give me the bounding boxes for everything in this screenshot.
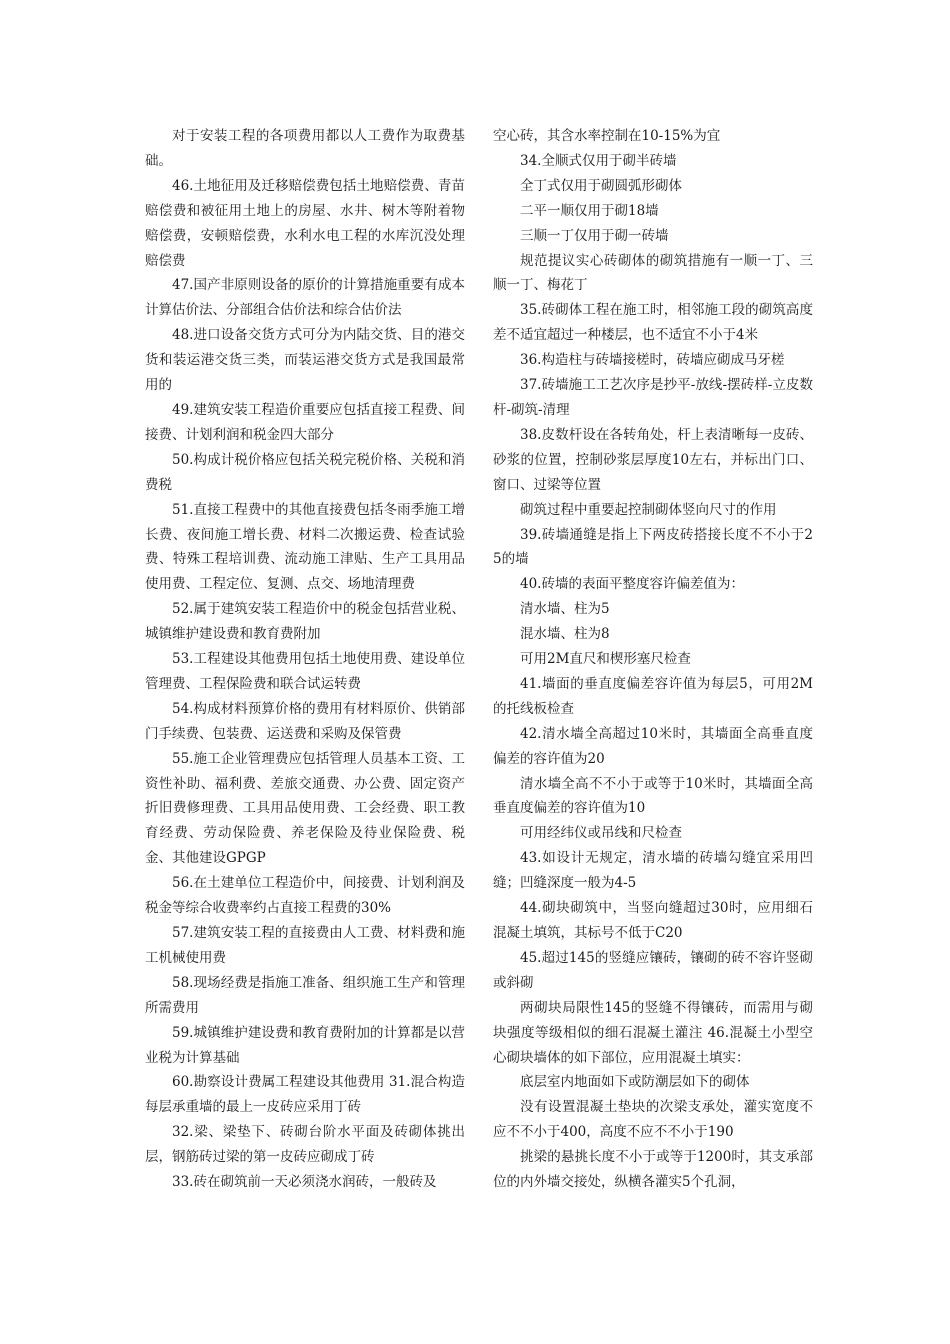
paragraph: 全丁式仅用于砌圆弧形砌体: [520, 177, 682, 194]
paragraph: 二平一顺仅用于砌18墙: [520, 202, 659, 219]
paragraph: 47.国产非原则设备的原价的计算措施重要有成本计算估价法、分部组合估价法和综合估价法: [145, 277, 465, 319]
paragraph: 底层室内地面如下或防潮层如下的砌体: [520, 1074, 750, 1091]
paragraph: 清水墙、柱为5: [520, 601, 610, 618]
paragraph: 可用2M直尺和楔形塞尺检查: [520, 651, 691, 668]
paragraph: 44.砌块砌筑中，当竖向缝超过30时，应用细石混凝土填筑，其标号不低于C20: [493, 900, 813, 941]
paragraph: 35.砖砌体工程在施工时，相邻施工段的砌筑高度差不适宜超过一种楼层，也不适宜不小于4米: [493, 302, 813, 344]
paragraph: 56.在土建单位工程造价中，间接费、计划利润及税金等综合收费率约占直接工程费的30%: [145, 875, 465, 917]
paragraph: 挑梁的悬挑长度不小于或等于1200时，其支承部位的内外墙交接处，纵横各灌实5个孔洞，: [493, 1149, 813, 1191]
paragraph: 43.如设计无规定，清水墙的砖墙勾缝宜采用凹缝；凹缝深度一般为4-5: [493, 850, 813, 892]
paragraph: 没有设置混凝土垫块的次梁支承处，灌实宽度不应不不小于400，高度不应不不小于190: [493, 1099, 813, 1141]
paragraph: 40.砖墙的表面平整度容许偏差值为：: [520, 576, 744, 593]
paragraph: 39.砖墙通缝是指上下两皮砖搭接长度不不小于25的墙: [493, 526, 813, 568]
paragraph: 46.土地征用及迁移赔偿费包括土地赔偿费、青苗赔偿费和被征用土地上的房屋、水井、树木等附着物赔偿费，安顿赔偿费，水利水电工程的水库沉没处理赔偿费: [145, 177, 465, 269]
paragraph: 50.构成计税价格应包括关税完税价格、关税和消费税: [145, 451, 465, 493]
paragraph: 42.清水墙全高超过10米时，其墙面全高垂直度偏差的容许值为20: [493, 725, 813, 767]
paragraph: 混水墙、柱为8: [520, 626, 610, 643]
left-text-column: [145, 124, 465, 1195]
paragraph: 空心砖，其含水率控制在10-15%为宜: [493, 128, 721, 144]
paragraph: 38.皮数杆设在各转角处，杆上表清晰每一皮砖、砂浆的位置，控制砂浆层厚度10左右，并标出门口、窗口、过梁等位置: [493, 426, 813, 493]
paragraph: 51.直接工程费中的其他直接费包括冬雨季施工增长费、夜间施工增长费、材料二次搬运费、检查试验费、特殊工程培训费、流动施工津贴、生产工具用品使用费、工程定位、复测、点交、场地清理费: [145, 501, 465, 593]
paragraph: 60.勘察设计费属工程建设其他费用 31.混合构造每层承重墙的最上一皮砖应采用丁砖: [145, 1074, 465, 1116]
paragraph: 55.施工企业管理费应包括管理人员基本工资、工资性补助、福利费、差旅交通费、办公费、固定资产折旧费修理费、工具用品使用费、工会经费、职工教育经费、劳动保险费、养老保险及待业保险费、税金、其他建设GPGP: [145, 750, 465, 867]
paragraph: 33.砖在砌筑前一天必须浇水润砖，一般砖及: [172, 1174, 437, 1191]
paragraph: 可用经纬仪或吊线和尺检查: [520, 825, 682, 842]
paragraph: 41.墙面的垂直度偏差容许值为每层5，可用2M的托线板检查: [493, 675, 813, 717]
paragraph: 砌筑过程中重要起控制砌体竖向尺寸的作用: [520, 501, 777, 518]
paragraph: 规范提议实心砖砌体的砌筑措施有一顺一丁、三顺一丁、梅花丁: [493, 252, 813, 294]
paragraph: 58.现场经费是指施工准备、组织施工生产和管理所需费用: [145, 974, 465, 1016]
paragraph: 54.构成材料预算价格的费用有材料原价、供销部门手续费、包装费、运送费和采购及保管费: [145, 700, 465, 742]
paragraph: 53.工程建设其他费用包括土地使用费、建设单位管理费、工程保险费和联合试运转费: [145, 651, 465, 692]
paragraph: 对于安装工程的各项费用都以人工费作为取费基础。: [145, 128, 465, 169]
right-text-column: [493, 124, 813, 1195]
paragraph: 34.全顺式仅用于砌半砖墙: [520, 152, 677, 169]
paragraph: 36.构造柱与砖墙接槎时，砖墙应砌成马牙槎: [520, 352, 785, 369]
paragraph: 57.建筑安装工程的直接费由人工费、材料费和施工机械使用费: [145, 925, 465, 966]
paragraph: 45.超过145的竖缝应镶砖，镶砌的砖不容许竖砌或斜砌: [493, 949, 813, 991]
paragraph: 52.属于建筑安装工程造价中的税金包括营业税、城镇维护建设费和教育费附加: [145, 601, 465, 643]
paragraph: 48.进口设备交货方式可分为内陆交货、目的港交货和装运港交货三类，而装运港交货方式是我国最常用的: [145, 327, 465, 394]
paragraph: 清水墙全高不不小于或等于10米时，其墙面全高垂直度偏差的容许值为10: [493, 775, 813, 817]
paragraph: 37.砖墙施工工艺次序是抄平-放线-摆砖样-立皮数杆-砌筑-清理: [493, 377, 813, 418]
paragraph: 两砌块局限性145的竖缝不得镶砖，而需用与砌块强度等级相似的细石混凝土灌注 46.混凝土小型空心砌块墙体的如下部位，应用混凝土填实：: [493, 999, 813, 1066]
paragraph: 三顺一丁仅用于砌一砖墙: [520, 227, 669, 244]
paragraph: 32.梁、梁垫下、砖砌台阶水平面及砖砌体挑出层，钢筋砖过梁的第一皮砖应砌成丁砖: [145, 1124, 465, 1166]
paragraph: 59.城镇维护建设费和教育费附加的计算都是以营业税为计算基础: [145, 1024, 465, 1066]
paragraph: 49.建筑安装工程造价重要应包括直接工程费、间接费、计划利润和税金四大部分: [145, 401, 465, 443]
